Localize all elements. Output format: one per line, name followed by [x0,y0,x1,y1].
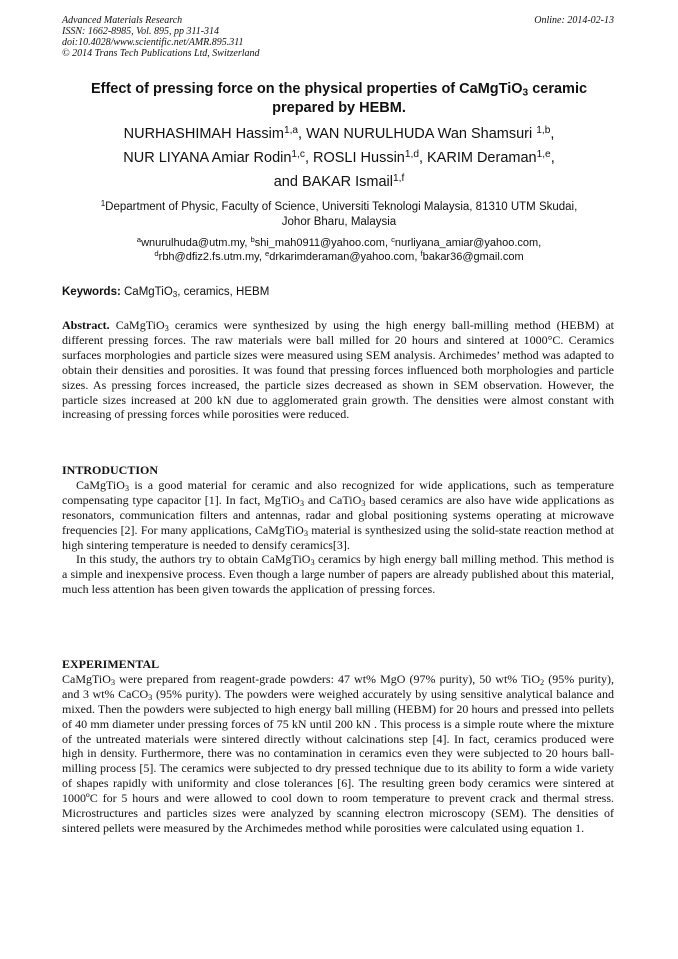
email-link[interactable]: nurliyana_amiar@yahoo.com, [394,237,542,249]
email-sup: b [250,235,255,245]
experimental-paragraph [62,672,614,836]
experimental-section [62,657,614,836]
title-line2: prepared by HEBM. [272,100,406,116]
body-text: material is synthesized using the solid-state reaction method at high sintering temperature is needed to densify ceramics[3]. [62,522,614,552]
title-line1-a: Effect of pressing force on the physical properties of CaMgTiO [90,81,523,97]
abstract-text: ceramics were synthesized by using the high energy ball-milling method (HEBM) at different pressing forces. The raw materials were ball milled for 20 hours and sintered at 1000°C. Ceramics surfaces morphologies and particle sizes were measured using SEM analysis. Archimedes’ method was adapted to obtain their densities and porosities. It was found that pressing forces influenced both morphologies and particle sizes. As pressing forces increased, the particle sizes decreased as shown in SEM observation. However, the particle sizes increased at 200 kN due to agglomerated grain growth. The densities were almost constant with increasing of pressing forces while porosities were reduced. [62,318,614,422]
journal-header [62,15,614,59]
author-name: WAN NURULHUDA Wan Shamsuri [306,126,537,142]
author-name: and BAKAR Ismail [273,174,393,190]
keywords-text: , ceramics, HEBM [177,286,270,298]
abstract-text: CaMgTiO [109,318,165,332]
title-line1-b: ceramic [528,81,588,97]
body-sub: 3 [303,528,309,538]
journal-doi: doi:10.4028/www.scientific.net/AMR.895.311 [62,37,244,48]
abstract-sub: 3 [164,324,169,334]
journal-name: Advanced Materials Research [62,15,183,26]
paper-title [40,80,638,118]
author-name: ROSLI Hussin [313,150,405,166]
section-heading: EXPERIMENTAL [62,657,160,671]
keywords [62,286,614,298]
author-affil-sup: 1,d [404,148,419,160]
email-sup: a [136,235,142,245]
email-list [40,236,638,264]
body-text: and CaTiO [304,492,362,507]
body-sub: 2 [540,678,545,687]
keywords-label: Keywords: [62,286,121,298]
email-link[interactable]: drkarimderaman@yahoo.com, [269,251,421,263]
author-name: NUR LIYANA Amiar Rodin [123,150,292,166]
section-heading: INTRODUCTION [62,463,159,477]
author-separator: , [418,150,428,166]
keywords-sub: 3 [172,290,178,299]
body-text: CaMgTiO [76,477,125,492]
author-affil-sup: 1,c [291,148,305,160]
body-sub: 3 [110,678,116,687]
author-separator: , [550,150,555,166]
email-link[interactable]: rbh@dfiz2.fs.utm.my, [158,251,265,263]
body-text: is a good material for ceramic and also recognized for wide applications, such as temperature compensating type capacitor [1]. In fact, MgTiO [62,477,614,507]
introduction-section [62,463,614,597]
email-sup: e [264,249,270,259]
author-affil-sup: 1,b [536,124,551,136]
online-date: Online: 2014-02-13 [534,15,614,26]
email-sup: f [420,249,423,259]
author-affil-sup: 1,e [536,148,551,160]
author-name: NURHASHIMAH Hassim [123,126,284,142]
body-text: In this study, the authors try to obtain CaMgTiO [76,552,311,567]
body-sub: 3 [361,498,366,508]
author-name: KARIM Deraman [427,150,537,166]
title-line1-sub: 3 [522,87,529,99]
body-sub: 3 [148,692,153,702]
journal-issn: ISSN: 1662-8985, Vol. 895, pp 311-314 [62,26,220,37]
affiliation [40,200,638,230]
body-text: (95% purity), and 3 wt% CaCO [62,671,614,701]
journal-copyright: © 2014 Trans Tech Publications Ltd, Switzerland [62,48,260,59]
email-link[interactable]: wnurulhuda@utm.my, [141,237,251,249]
author-separator: , [550,126,555,142]
author-separator: , [304,150,313,166]
body-sub: 3 [124,484,130,493]
body-text: (95% purity). The powders were weighed accurately by using sensitive analytical balance and mixed. Then the powders were subjected to high energy ball milling (HEBM) for 20 hours and pressed into pellets of 40 mm diameter under pressing forces of 75 kN until 200 kN . This process is a simple route where the mixture of the untreated materials were sintered directly without calcinations step [4]. In fact, ceramics produced were high in density. Furthermore, there was no contamination in ceramics even they were subjected to 20 hours ball-milling process [5]. The ceramics were subjected to dry pressed technique due to its ability to form a wide variety of shapes rapidly with uniformity and close tolerances [6]. The resulting green body ceramics were sintered at 1000ºC for 5 hours and were allowed to cool down to room temperature to prevent crack and thermal stress. Microstructures and particles sizes were analyzed by scanning electron microscopy (SEM). The densities of sintered pellets were measured by the Archimedes method while porosities were calculated using equation 1. [62,686,614,835]
abstract-label: Abstract. [62,318,110,332]
abstract [62,318,614,422]
introduction-paragraph [62,552,614,597]
keywords-text: CaMgTiO [120,286,173,298]
affiliation-line2: Johor Bharu, Malaysia [281,216,397,228]
body-sub: 3 [299,498,305,508]
body-sub: 3 [310,558,315,568]
body-text: based ceramics are also have wide applications as resonators, communication filters and antennas, radar and global positioning systems operating at microwave frequencies [2]. For many applications, CaMgTiO [62,492,614,537]
email-link[interactable]: bakar36@gmail.com [422,251,524,263]
email-sup: d [154,249,159,259]
affiliation-line1: Department of Physic, Faculty of Science, Universiti Teknologi Malaysia, 81310 UTM Skudai, [105,201,578,213]
email-sup: c [391,235,395,245]
body-text: were prepared from reagent-grade powders: 47 wt% MgO (97% purity), 50 wt% TiO [115,671,541,686]
affiliation-sup: 1 [100,198,106,208]
author-affil-sup: 1,f [393,172,405,184]
body-text: CaMgTiO [62,671,111,686]
author-separator: , [298,126,307,142]
body-text: ceramics by high energy ball milling method. This method is a simple and inexpensive process. Even though a large number of papers are already published about this material, much less attention has been given towards the application of pressing forces. [62,552,614,597]
introduction-paragraph [62,478,614,553]
author-affil-sup: 1,a [283,124,299,136]
email-link[interactable]: shi_mah0911@yahoo.com, [254,237,392,249]
author-list [40,122,638,194]
